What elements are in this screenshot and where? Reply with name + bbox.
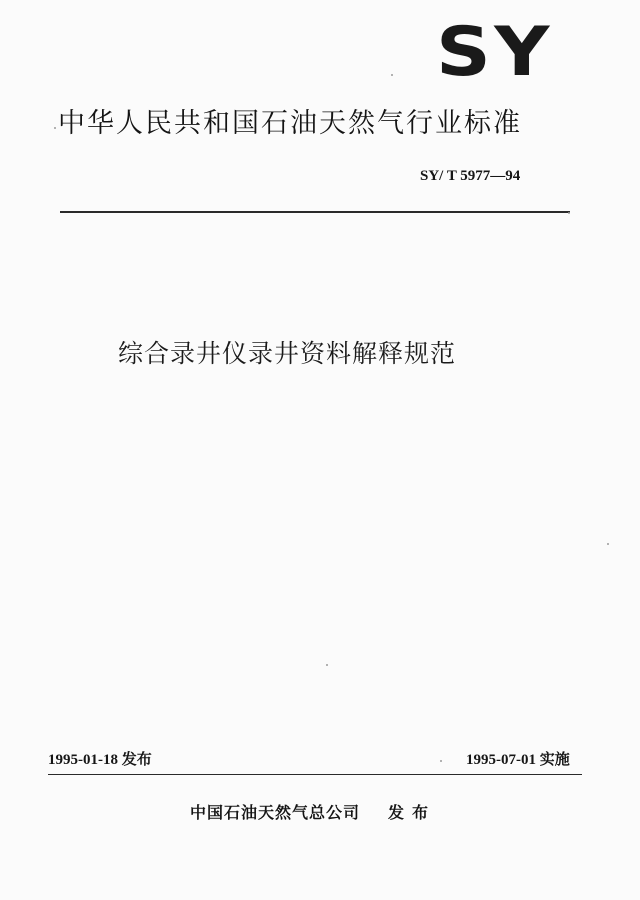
scan-speck [326,664,328,666]
scan-speck [607,543,609,545]
sy-logo: SY [436,13,553,92]
footer-divider [48,774,582,775]
scan-speck [440,760,442,762]
implementation-date: 1995-07-01 实施 [466,752,570,768]
scan-speck [391,74,393,76]
publisher-name: 中国石油天然气总公司 [190,803,361,822]
scan-speck [568,212,570,214]
publisher-line [190,802,436,824]
header-divider [60,211,570,213]
issue-date: 1995-01-18 发布 [48,752,152,768]
scan-speck [54,127,56,129]
standard-category-title: 中华人民共和国石油天然气行业标准 [58,108,522,139]
standard-code: SY/ T 5977—94 [420,168,521,184]
document-title: 综合录井仪录井资料解释规范 [118,339,457,368]
publish-action: 发布 [388,803,437,822]
